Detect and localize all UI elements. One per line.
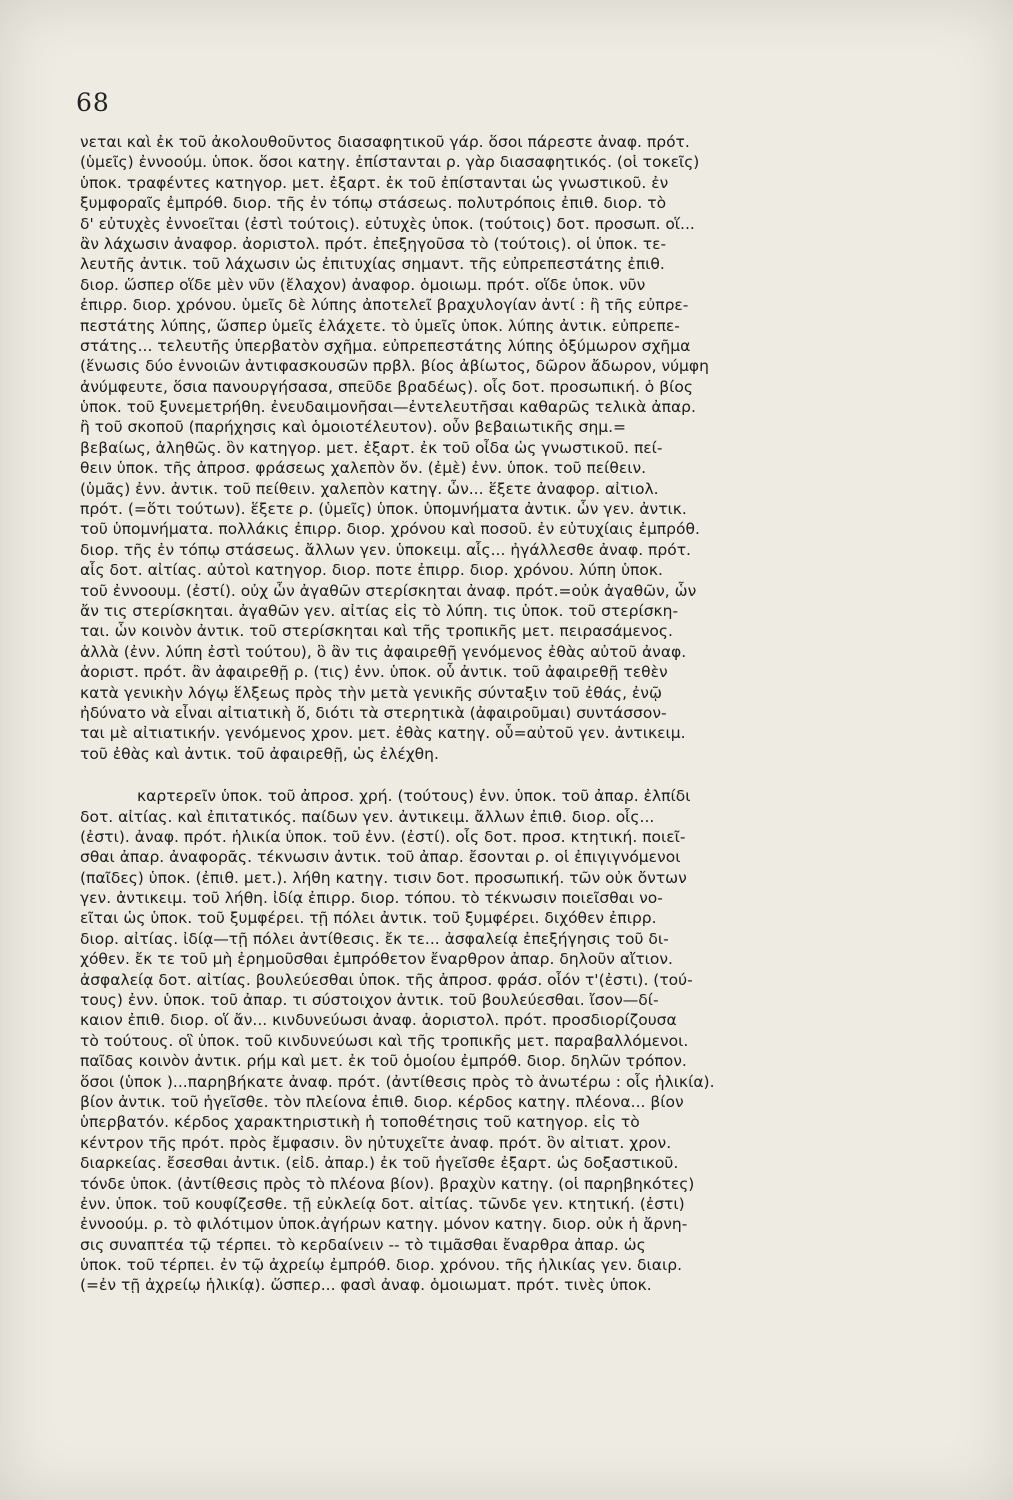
text-line: χόθεν. ἔκ τε τοῦ μὴ ἐρημοῦσθαι ἐμπρόθετον ἔναρθρον ἀπαρ. δηλοῦν αἴτιον.: [80, 950, 673, 969]
text-line: τους) ἐνν. ὑποκ. τοῦ ἀπαρ. τι σύστοιχον ἀντικ. τοῦ βουλεύεσθαι. ἴσον—δί-: [80, 991, 659, 1010]
text-line: ἄν τις στερίσκηται. ἀγαθῶν γεν. αἰτίας εἰς τὸ λύπη. τις ὑποκ. τοῦ στερίσκη-: [80, 601, 679, 620]
text-line: ἀλλὰ (ἐνν. λύπη ἐστὶ τούτου), ὃ ἂν τις ἀφαιρεθῇ γενόμενος ἐθὰς αὐτοῦ ἀναφ.: [80, 642, 687, 661]
text-line: τοῦ ἐθὰς καὶ ἀντικ. τοῦ ἀφαιρεθῇ, ὡς ἐλέχθη.: [80, 744, 439, 763]
text-line: νεται καὶ ἐκ τοῦ ἀκολουθοῦντος διασαφητικοῦ γάρ. ὅσοι πάρεστε ἀναφ. πρότ.: [80, 133, 690, 151]
text-line: διαρκείας. ἔσεσθαι ἀντικ. (εἰδ. ἀπαρ.) ἐκ τοῦ ἡγεῖσθε ἐξαρτ. ὡς δοξαστικοῦ.: [80, 1154, 679, 1173]
text-line: ἢ τοῦ σκοποῦ (παρήχησις καὶ ὁμοιοτέλευτον). οὖν βεβαιωτικῆς σημ.=: [80, 418, 627, 437]
text-line: ἐννοούμ. ρ. τὸ φιλότιμον ὑποκ.ἀγήρων κατηγ. μόνον κατηγ. διορ. οὐκ ἡ ἄρνη-: [80, 1215, 688, 1234]
text-line: (=ἐν τῇ ἀχρείῳ ἡλικίᾳ). ὥσπερ... φασὶ ἀναφ. ὁμοιωματ. πρότ. τινὲς ὑποκ.: [80, 1276, 652, 1295]
text-line: (ὑμεῖς) ἐννοούμ. ὑποκ. ὅσοι κατηγ. ἐπίστανται ρ. γὰρ διασαφητικός. (οἱ τοκεῖς): [80, 153, 700, 172]
text-line: (ἐστι). ἀναφ. πρότ. ἡλικία ὑποκ. τοῦ ἐνν. (ἐστί). οἷς δοτ. προσ. κτητική. ποιεῖ-: [80, 827, 686, 846]
text-line: ἐπιρρ. διορ. χρόνου. ὑμεῖς δὲ λύπης ἀποτελεῖ βραχυλογίαν ἀντί : ἢ τῆς εὐπρε-: [80, 296, 689, 315]
text-line: (ἕνωσις δύο ἐννοιῶν ἀντιφασκουσῶν πρβλ. βίος ἀβίωτος, δῶρον ἄδωρον, νύμφη: [80, 357, 709, 376]
text-line: παῖδας κοινὸν ἀντικ. ρήμ καὶ μετ. ἐκ τοῦ ὁμοίου ἐμπρόθ. διορ. δηλῶν τρόπον.: [80, 1052, 687, 1071]
text-line: ὑποκ. τοῦ τέρπει. ἐν τῷ ἀχρείῳ ἐμπρόθ. διορ. χρόνου. τῆς ἡλικίας γεν. διαιρ.: [80, 1256, 683, 1275]
text-line: τοῦ ἐννοουμ. (ἐστί). οὐχ ὧν ἀγαθῶν στερίσκηται ἀναφ. πρότ.=οὐκ ἀγαθῶν, ὧν: [80, 581, 697, 600]
text-line: εῖται ὡς ὑποκ. τοῦ ξυμφέρει. τῇ πόλει ἀντικ. τοῦ ξυμφέρει. διχόθεν ἐπιρρ.: [80, 909, 657, 928]
text-line: ἀοριστ. πρότ. ἂν ἀφαιρεθῇ ρ. (τις) ἐνν. ὑποκ. οὗ ἀντικ. τοῦ ἀφαιρεθῇ τεθὲν: [80, 663, 668, 682]
text-line: σις συναπτέα τῷ τέρπει. τὸ κερδαίνειν -- τὸ τιμᾶσθαι ἔναρθρα ἀπαρ. ὡς: [80, 1235, 646, 1254]
text-line: κατὰ γενικὴν λόγῳ ἕλξεως πρὸς τὴν μετὰ γενικῆς σύνταξιν τοῦ ἐθάς, ἐνῷ: [80, 683, 662, 702]
text-line: τὸ τούτους. οἳ ὑποκ. τοῦ κινδυνεύωσι καὶ τῆς τροπικῆς μετ. παραβαλλόμενοι.: [80, 1031, 689, 1050]
text-line: ἀνύμφευτε, ὅσια πανουργήσασα, σπεῦδε βραδέως). οἷς δοτ. προσωπική. ὁ βίος: [80, 377, 693, 396]
text-line: δ' εὐτυχὲς ἐννοεῖται (ἐστὶ τούτοις). εὐτυχὲς ὑποκ. (τούτοις) δοτ. προσωπ. οἵ...: [80, 214, 695, 233]
text-line: τοῦ ὑπομνήματα. πολλάκις ἐπιρρ. διορ. χρόνου καὶ ποσοῦ. ἐν εὐτυχίαις ἐμπρόθ.: [80, 520, 700, 539]
text-line: ὑποκ. τραφέντες κατηγορ. μετ. ἐξαρτ. ἐκ τοῦ ἐπίστανται ὡς γνωστικοῦ. ἐν: [80, 173, 669, 192]
text-line: καρτερεῖν ὑποκ. τοῦ ἀπροσ. χρή. (τούτους) ἐνν. ὑποκ. τοῦ ἀπαρ. ἐλπίδι: [137, 787, 691, 806]
text-line: καιον ἐπιθ. διορ. οἵ ἄν... κινδυνεύωσι ἀναφ. ἀοριστολ. πρότ. προσδιορίζουσα: [80, 1011, 677, 1030]
text-line: (παῖδες) ὑποκ. (ἐπιθ. μετ.). λήθη κατηγ. τισιν δοτ. προσωπική. τῶν οὐκ ὄντων: [80, 868, 687, 887]
text-line: ἐνν. ὑποκ. τοῦ κουφίζεσθε. τῇ εὐκλείᾳ δοτ. αἰτίας. τῶνδε γεν. κτητική. (ἐστι): [80, 1194, 685, 1213]
text-line: ἂν λάχωσιν ἀναφορ. ἀοριστολ. πρότ. ἐπεξηγοῦσα τὸ (τούτοις). οἱ ὑποκ. τε-: [80, 234, 667, 253]
text-line: στάτης... τελευτῆς ὑπερβατὸν σχῆμα. εὐπρεπεστάτης λύπης ὀξύμωρον σχῆμα: [80, 336, 691, 355]
text-line: θειν ὑποκ. τῆς ἀπροσ. φράσεως χαλεπὸν ὄν. (ἐμὲ) ἐνν. ὑποκ. τοῦ πείθειν.: [80, 459, 647, 478]
text-line: ὅσοι (ὑποκ )...παρηβήκατε ἀναφ. πρότ. (ἀντίθεσις πρὸς τὸ ἀνωτέρω : οἷς ἡλικία).: [80, 1072, 715, 1091]
text-line: ὑποκ. τοῦ ξυνεμετρήθη. ἐνευδαιμονῆσαι—ἐντελευτῆσαι καθαρῶς τελικὰ ἀπαρ.: [80, 398, 696, 417]
text-line: δοτ. αἰτίας. καὶ ἐπιτατικός. παίδων γεν. ἀντικειμ. ἄλλων ἐπιθ. διορ. οἷς...: [80, 807, 655, 826]
text-line: (ὑμᾶς) ἐνν. ἀντικ. τοῦ πείθειν. χαλεπὸν κατηγ. ὧν... ἕξετε ἀναφορ. αἰτιολ.: [80, 479, 659, 498]
text-line: διορ. ὥσπερ οἵδε μὲν νῦν (ἔλαχον) ἀναφορ. ὁμοιωμ. πρότ. οἵδε ὑποκ. νῦν: [80, 275, 646, 294]
text-line: ται. ὧν κοινὸν ἀντικ. τοῦ στερίσκηται καὶ τῆς τροπικῆς μετ. πειρασάμενος.: [80, 622, 673, 641]
text-line: τόνδε ὑποκ. (ἀντίθεσις πρὸς τὸ πλέονα βίον). βραχὺν κατηγ. (οἱ παρηβηκότες): [80, 1174, 695, 1193]
text-line: πεστάτης λύπης, ὥσπερ ὑμεῖς ἐλάχετε. τὸ ὑμεῖς ὑποκ. λύπης ἀντικ. εὐπρεπε-: [80, 316, 680, 335]
text-line: ται μὲ αἰτιατικήν. γενόμενος χρον. μετ. ἐθὰς κατηγ. οὗ=αὐτοῦ γεν. ἀντικειμ.: [80, 724, 686, 743]
text-line: πρότ. (=ὅτι τούτων). ἕξετε ρ. (ὑμεῖς) ὑποκ. ὑπομνήματα ἀντικ. ὧν γεν. ἀντικ.: [80, 500, 687, 519]
text-line: λευτῆς ἀντικ. τοῦ λάχωσιν ὡς ἐπιτυχίας σημαντ. τῆς εὐπρεπεστάτης ἐπιθ.: [80, 255, 665, 274]
text-line: ὑπερβατόν. κέρδος χαρακτηριστικὴ ἡ τοποθέτησις τοῦ κατηγορ. εἰς τὸ: [80, 1113, 640, 1132]
commentary-text: [80, 132, 930, 1296]
text-line: διορ. τῆς ἐν τόπῳ στάσεως. ἄλλων γεν. ὑποκειμ. αἷς... ἠγάλλεσθε ἀναφ. πρότ.: [80, 540, 691, 559]
page-number: 68: [76, 88, 110, 117]
text-line: κέντρον τῆς πρότ. πρὸς ἔμφασιν. ὃν ηὐτυχεῖτε ἀναφ. πρότ. ὃν αἰτιατ. χρον.: [80, 1133, 672, 1152]
text-line: σθαι ἀπαρ. ἀναφορᾶς. τέκνωσιν ἀντικ. τοῦ ἀπαρ. ἔσονται ρ. οἱ ἐπιγιγνόμενοι: [80, 848, 681, 867]
text-line: γεν. ἀντικειμ. τοῦ λήθη. ἰδίᾳ ἐπιρρ. διορ. τόπου. τὸ τέκνωσιν ποιεῖσθαι νο-: [80, 889, 663, 908]
text-line: διορ. αἰτίας. ἰδίᾳ—τῇ πόλει ἀντίθεσις. ἔκ τε... ἀσφαλείᾳ ἐπεξήγησις τοῦ δι-: [80, 929, 669, 948]
text-line: βίον ἀντικ. τοῦ ἡγεῖσθε. τὸν πλείονα ἐπιθ. διορ. κέρδος κατηγ. πλέονα... βίον: [80, 1092, 684, 1111]
text-line: βεβαίως, ἀληθῶς. ὃν κατηγορ. μετ. ἐξαρτ. ἐκ τοῦ οἶδα ὡς γνωστικοῦ. πεί-: [80, 438, 663, 457]
text-line: ἠδύνατο νὰ εἶναι αἰτιατικὴ ὅ, διότι τὰ στερητικὰ (ἀφαιροῦμαι) συντάσσον-: [80, 703, 667, 722]
text-line: αἷς δοτ. αἰτίας. αὐτοὶ κατηγορ. διορ. ποτε ἐπιρρ. διορ. χρόνου. λύπη ὑποκ.: [80, 561, 663, 580]
text-line: ἀσφαλείᾳ δοτ. αἰτίας. βουλεύεσθαι ὑποκ. τῆς ἀπροσ. φράσ. οἷόν τ'(ἐστι). (τού-: [80, 970, 693, 989]
text-line: ξυμφοραῖς ἐμπρόθ. διορ. τῆς ἐν τόπῳ στάσεως. πολυτρόποις ἐπιθ. διορ. τὸ: [80, 194, 667, 213]
